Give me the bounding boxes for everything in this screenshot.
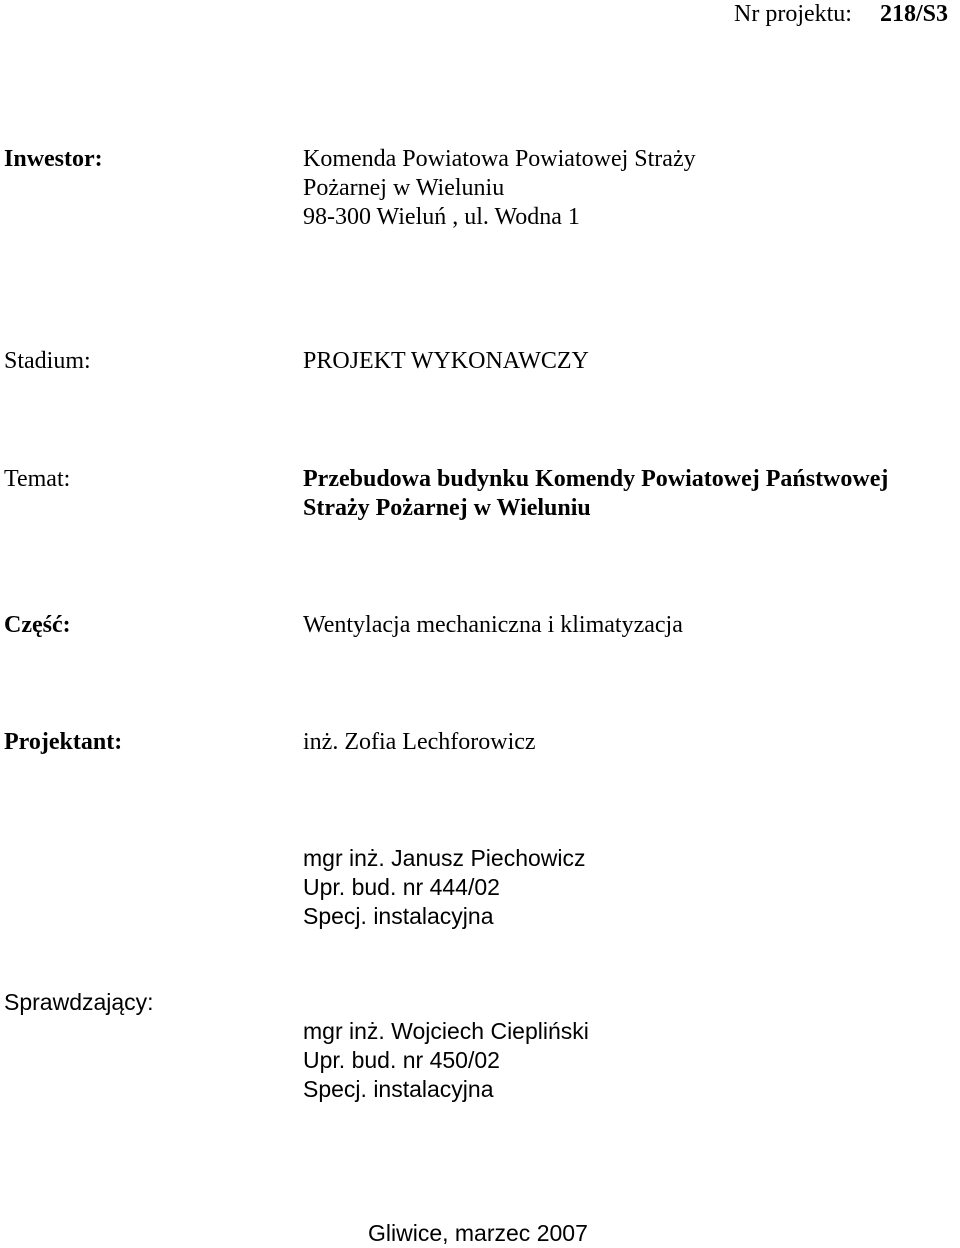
project-number-value: 218/S3 [879,1,948,27]
project-number-header [734,0,948,29]
subject-line: Przebudowa budynku Komendy Powiatowej Państwowej [303,466,889,492]
checker-line: mgr inż. Wojciech Ciepliński [303,1018,589,1044]
checker-block [303,1017,589,1104]
place-date: Gliwice, marzec 2007 [368,1220,588,1246]
checker-label: Sprawdzający: [4,989,154,1015]
designer-secondary-block [303,844,586,931]
subject-block [303,465,888,523]
stage-label: Stadium: [4,348,91,374]
investor-label: Inwestor: [4,146,103,172]
investor-line: 98-300 Wieluń , ul. Wodna 1 [303,204,580,230]
designer-secondary-line: mgr inż. Janusz Piechowicz [303,845,586,871]
part-label: Część: [4,612,71,638]
designer-name: inż. Zofia Lechforowicz [303,729,536,755]
subject-line: Straży Pożarnej w Wieluniu [303,495,591,521]
checker-line: Specj. instalacyjna [303,1076,494,1102]
designer-secondary-line: Upr. bud. nr 444/02 [303,874,500,900]
subject-label: Temat: [4,466,71,492]
investor-line: Komenda Powiatowa Powiatowej Straży [303,146,696,172]
project-number-label: Nr projektu: [734,1,852,27]
checker-line: Upr. bud. nr 450/02 [303,1047,500,1073]
investor-block [303,145,696,232]
stage-value: PROJEKT WYKONAWCZY [303,348,589,374]
investor-line: Pożarnej w Wieluniu [303,175,505,201]
designer-secondary-line: Specj. instalacyjna [303,903,494,929]
part-value: Wentylacja mechaniczna i klimatyzacja [303,612,683,638]
designer-label: Projektant: [4,729,123,755]
